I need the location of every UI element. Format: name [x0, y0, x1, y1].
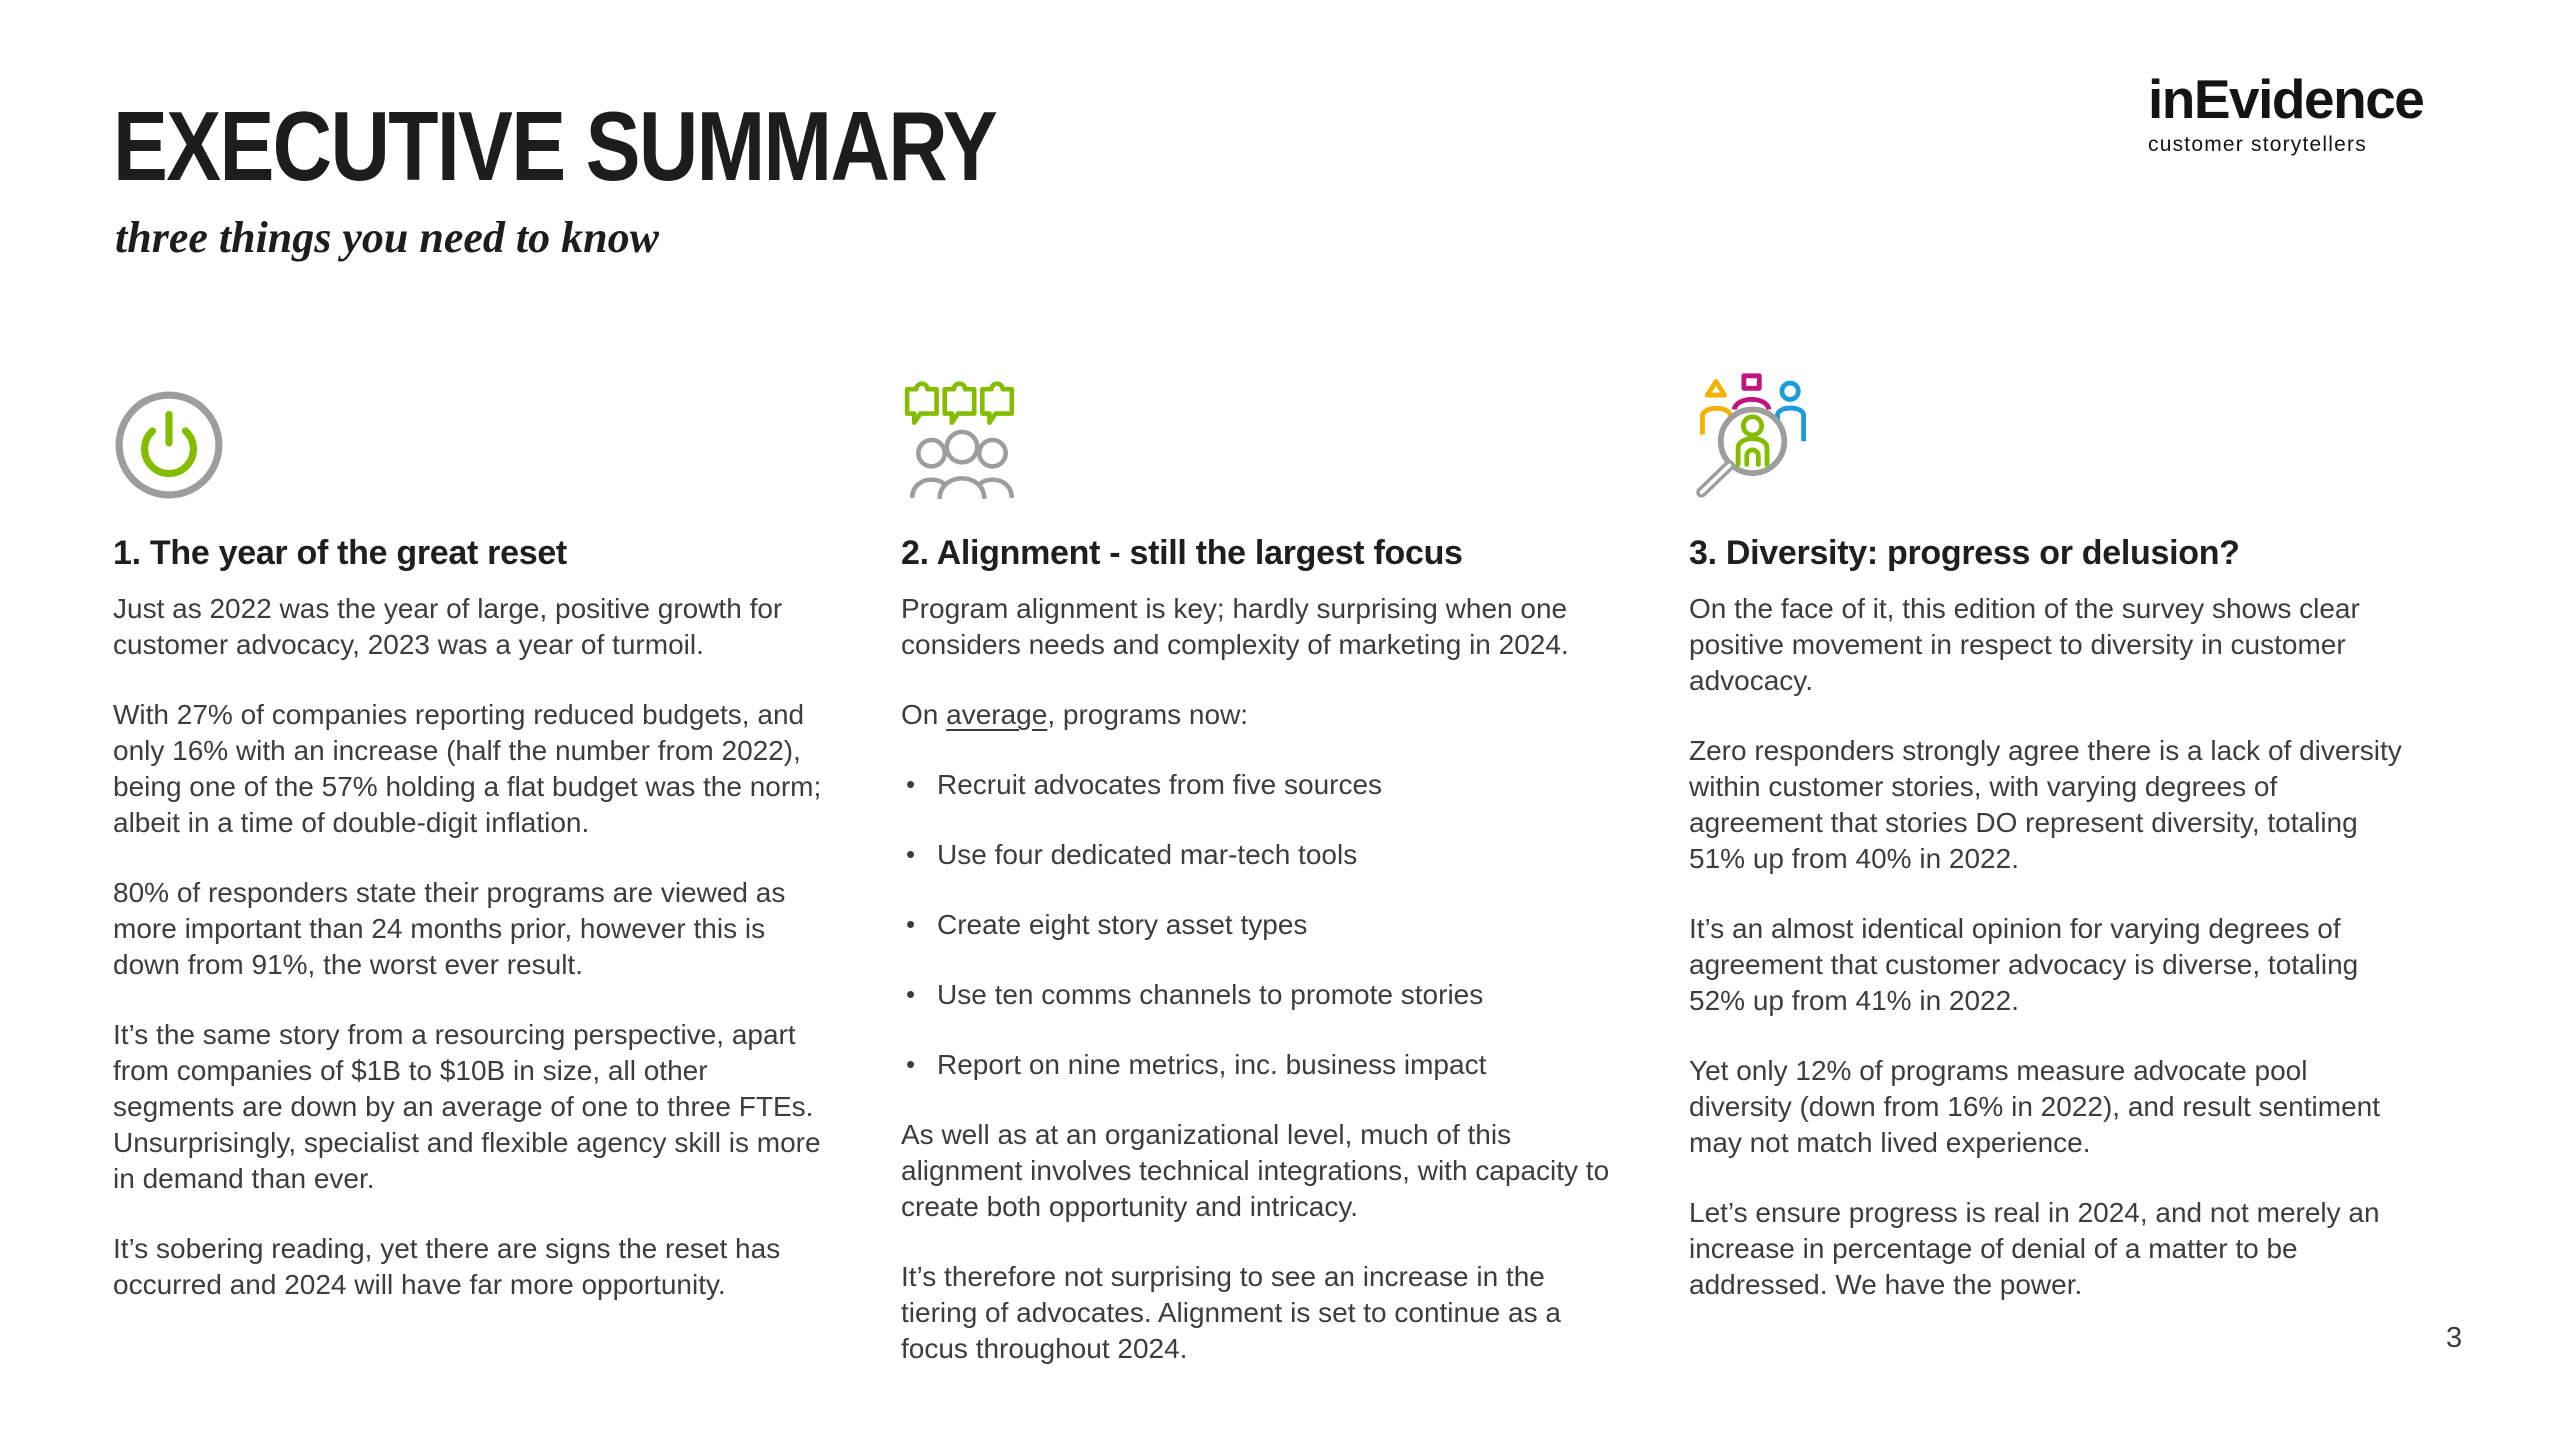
- paragraph: Program alignment is key; hardly surprising when one considers needs and complexity of marketing in 2024.: [901, 593, 1569, 660]
- column-alignment: [901, 352, 1621, 1401]
- page-number: 3: [2446, 1322, 2463, 1354]
- column-1-icon-row: [113, 352, 833, 504]
- list-item: • Create eight story asset types: [937, 907, 1621, 943]
- power-icon: [113, 386, 225, 504]
- column-1-heading: 1. The year of the great reset: [113, 534, 567, 572]
- paragraph: It’s sobering reading, yet there are signs the reset has occurred and 2024 will have far more opportunity.: [113, 1233, 781, 1300]
- paragraph: On the face of it, this edition of the survey shows clear positive movement in respect to diversity in customer advocacy.: [1689, 593, 2360, 696]
- column-2-icon-row: [901, 352, 1621, 504]
- paragraph: 80% of responders state their programs are viewed as more important than 24 months prior, however this is down from 91%, the worst ever result.: [113, 877, 786, 980]
- paragraph: As well as at an organizational level, much of this alignment involves technical integrations, with capacity to create both opportunity and intricacy.: [901, 1119, 1610, 1222]
- lead-before: On: [901, 699, 947, 730]
- alignment-bullet-list: [901, 767, 1621, 1083]
- column-3-icon-row: [1689, 352, 2409, 504]
- paragraph: Let’s ensure progress is real in 2024, and not merely an increase in percentage of denial of a matter to be addressed. We have the power.: [1689, 1197, 2380, 1300]
- lead-underlined-word: average: [946, 699, 1048, 730]
- paragraph: It’s therefore not surprising to see an increase in the tiering of advocates. Alignment is set to continue as a focus throughout 2024.: [901, 1261, 1561, 1364]
- paragraph: With 27% of companies reporting reduced budgets, and only 16% with an increase (half the number from 2022), being one of the 57% holding a flat budget was the norm; albeit in a time of double-digit inflation.: [113, 699, 822, 838]
- brand-tagline: customer storytellers: [2148, 133, 2367, 156]
- lead-line: [901, 697, 1621, 733]
- list-item: • Report on nine metrics, inc. business impact: [937, 1047, 1621, 1083]
- lead-after: , programs now:: [1047, 699, 1249, 730]
- list-item: • Use ten comms channels to promote stories: [937, 977, 1621, 1013]
- paragraph: It’s an almost identical opinion for varying degrees of agreement that customer advocacy is diverse, totaling 52% up from 41% in 2022.: [1689, 913, 2359, 1016]
- list-item: • Use four dedicated mar-tech tools: [937, 837, 1621, 873]
- list-item: • Recruit advocates from five sources: [937, 767, 1621, 803]
- column-diversity: [1689, 352, 2409, 1401]
- paragraph: Yet only 12% of programs measure advocate pool diversity (down from 16% in 2022), and result sentiment may not match lived experience.: [1689, 1055, 2380, 1158]
- page-subtitle: three things you need to know: [115, 212, 659, 262]
- column-2-heading: 2. Alignment - still the largest focus: [901, 534, 1463, 572]
- three-column-layout: [113, 352, 2409, 1401]
- paragraph: Just as 2022 was the year of large, positive growth for customer advocacy, 2023 was a year of turmoil.: [113, 593, 783, 660]
- paragraph: Zero responders strongly agree there is a lack of diversity within customer stories, with varying degrees of agreement that stories DO represent diversity, totaling 51% up from 40% in 2022.: [1689, 735, 2402, 874]
- slide-header: [113, 91, 1164, 263]
- brand-logo: [2148, 68, 2424, 157]
- paragraph: It’s the same story from a resourcing perspective, apart from companies of $1B to $10B in size, all other segments are down by an average of one to three FTEs. Unsurprisingly, specialist and flexible agency skill is more in demand than ever.: [113, 1019, 821, 1194]
- diversity-search-icon: [1689, 368, 1819, 504]
- brand-name: inEvidence: [2148, 68, 2424, 130]
- column-great-reset: [113, 352, 833, 1401]
- page-title: EXECUTIVE SUMMARY: [113, 91, 997, 201]
- puzzle-people-icon: [901, 376, 1023, 504]
- column-3-heading: 3. Diversity: progress or delusion?: [1689, 534, 2240, 572]
